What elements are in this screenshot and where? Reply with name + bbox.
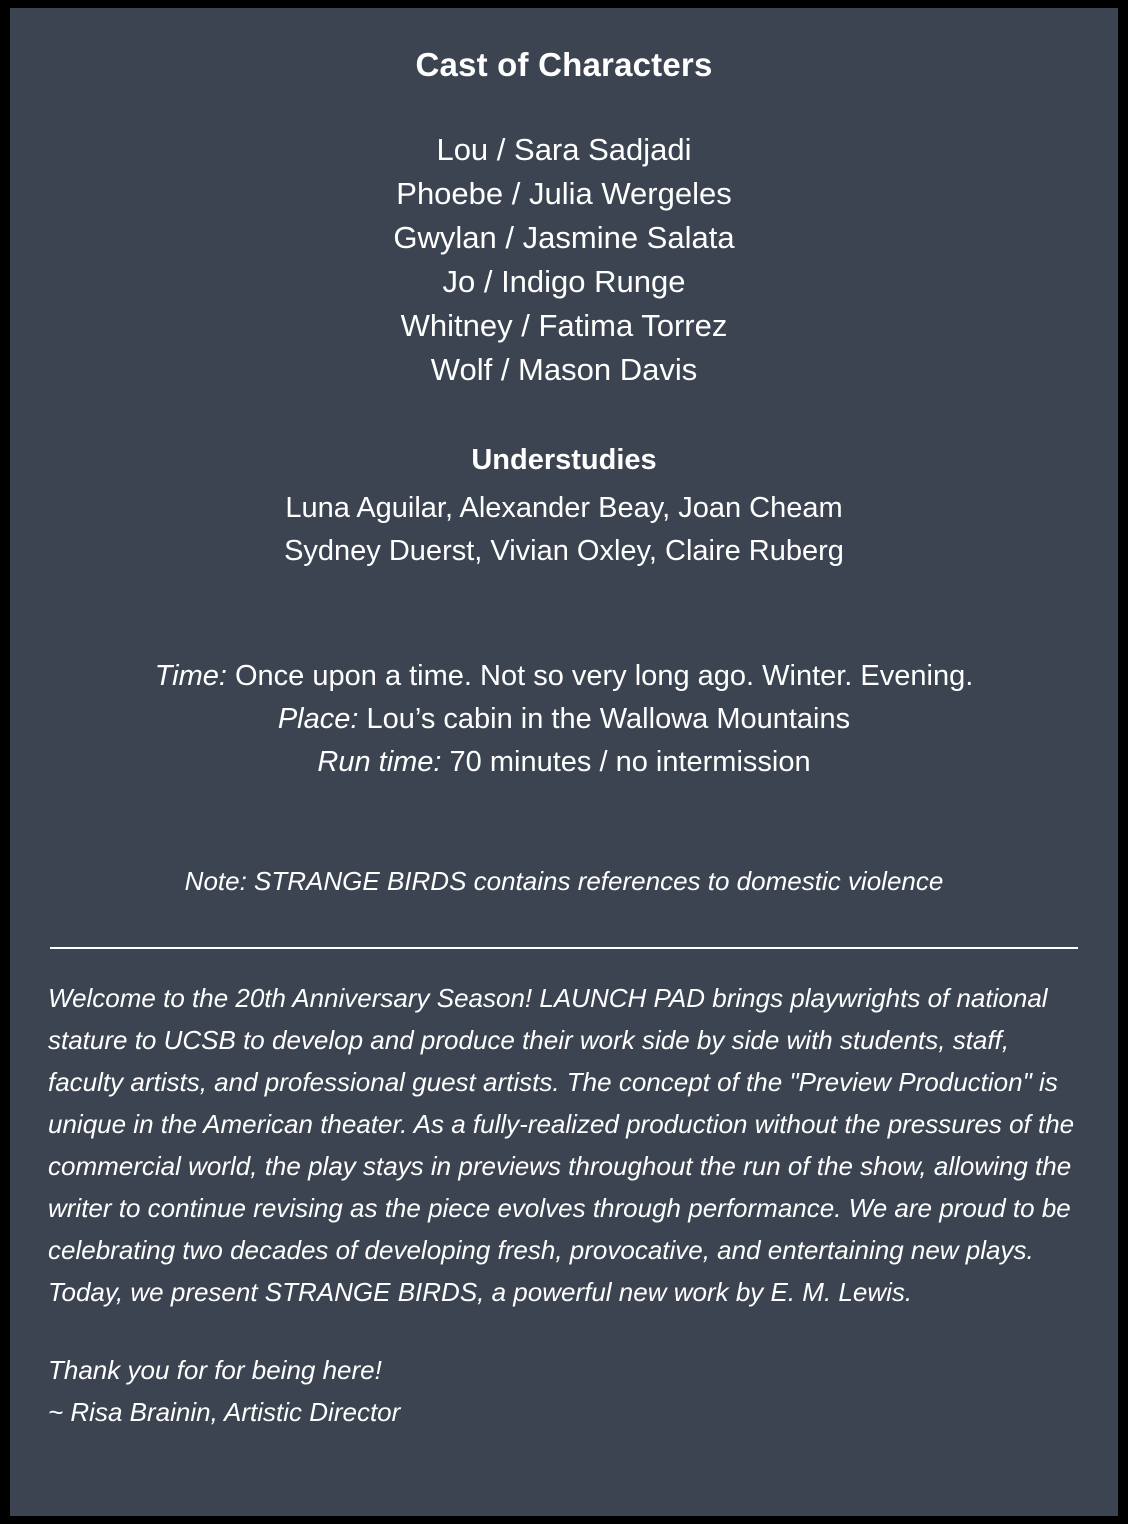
list-item: Lou / Sara Sadjadi — [436, 132, 692, 167]
list-item: Sydney Duerst, Vivian Oxley, Claire Ruberg — [284, 535, 844, 567]
detail-runtime — [32, 741, 1096, 784]
list-item: Luna Aguilar, Alexander Beay, Joan Cheam — [285, 492, 843, 524]
list-item: Gwylan / Jasmine Salata — [393, 220, 735, 255]
understudies-list — [32, 487, 1096, 573]
detail-runtime-value: 70 minutes / no intermission — [449, 746, 811, 778]
detail-place-value: Lou’s cabin in the Wallowa Mountains — [366, 703, 851, 735]
detail-place — [32, 698, 1096, 741]
cast-list — [32, 128, 1096, 392]
thank-you-line: Thank you for for being here! — [48, 1355, 382, 1385]
detail-time — [32, 655, 1096, 698]
detail-time-label: Time: — [154, 660, 227, 692]
signoff-block — [32, 1349, 1096, 1433]
list-item: Jo / Indigo Runge — [442, 264, 686, 299]
divider — [50, 947, 1078, 949]
detail-runtime-label: Run time: — [317, 746, 442, 778]
list-item: Wolf / Mason Davis — [430, 352, 698, 387]
list-item: Phoebe / Julia Wergeles — [396, 176, 732, 211]
content-note: Note: STRANGE BIRDS contains references to domestic violence — [184, 866, 944, 896]
detail-place-label: Place: — [277, 703, 359, 735]
detail-time-value: Once upon a time. Not so very long ago. Winter. Evening. — [235, 660, 974, 692]
welcome-message: Welcome to the 20th Anniversary Season! LAUNCH PAD brings playwrights of national stature to UCSB to develop and produce their work side by side with students, staff, faculty artists, and professional guest artists. The concept of the "Preview Production" is unique in the American theater. As a fully-realized production without the pressures of the commercial world, the play stays in previews throughout the run of the show, allowing the writer to continue revising as the piece evolves through performance. We are proud to be celebrating two decades of developing fresh, provocative, and entertaining new plays. Today, we present STRANGE BIRDS, a powerful new work by E. M. Lewis. — [48, 983, 1075, 1307]
production-details — [32, 655, 1096, 784]
signature-line: ~ Risa Brainin, Artistic Director — [48, 1397, 401, 1427]
list-item: Whitney / Fatima Torrez — [400, 308, 728, 343]
cast-heading: Cast of Characters — [415, 46, 713, 83]
understudies-heading: Understudies — [471, 444, 657, 476]
program-page — [10, 8, 1118, 1516]
